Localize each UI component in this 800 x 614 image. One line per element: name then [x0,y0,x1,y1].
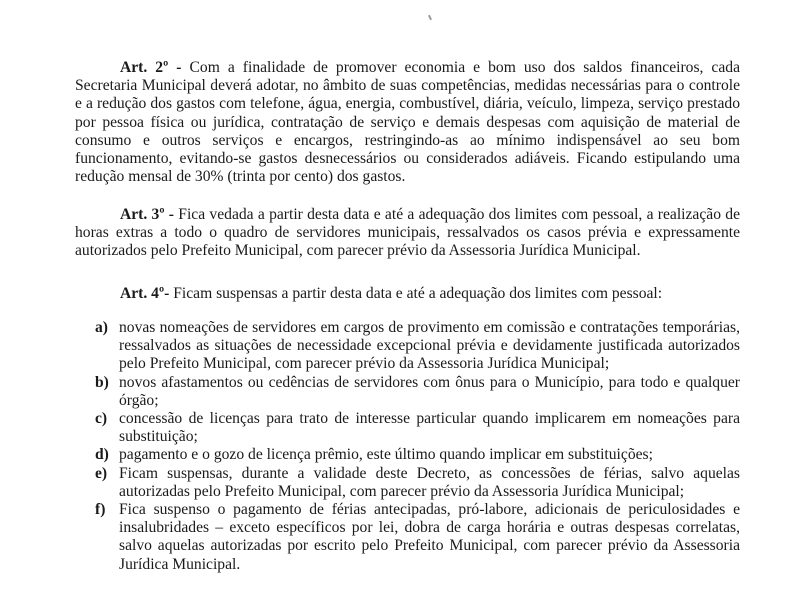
article-4-items [95,319,740,574]
item-text: concessão de licenças para trato de interesse particular quando implicarem em nomeações para substituição; [119,410,740,446]
list-item-c [95,410,740,446]
article-2-paragraph [75,59,740,186]
article-4-text: Ficam suspensas a partir desta data e até a adequação dos limites com pessoal: [173,285,663,302]
article-2-label: Art. 2º - [120,59,182,76]
item-marker: c) [95,410,108,428]
list-item-a [95,319,740,374]
article-3-paragraph [75,206,740,261]
item-text: Fica suspenso o pagamento de férias antecipadas, pró-labore, adicionais de periculosidades e insalubridades – exceto específicos por lei, dobra de carga horária e outras despesas correlatas, salvo aquelas autorizadas por escrito pelo Prefeito Municipal, com parecer prévio da Assessoria Jurídica Municipal. [119,501,740,573]
list-item-d [95,446,740,464]
item-marker: e) [95,464,108,482]
item-marker: a) [95,319,108,336]
item-marker: d) [95,446,109,464]
list-item-e [95,465,740,501]
article-4-label: Art. 4º- [120,285,170,302]
list-item-f [95,501,740,574]
item-marker: b) [95,373,109,391]
item-text: Ficam suspensas, durante a validade deste Decreto, as concessões de férias, salvo aquelas autorizadas pelo Prefeito Municipal, com parecer prévio da Assessoria Jurídica Municipal; [119,464,740,500]
item-text: novas nomeações de servidores em cargos de provimento em comissão e contratações temporárias, ressalvados as situações de necessidade excepcional prévia e devidamente justificada autorizados pelo Prefeito Municipal, com parecer prévio da Assessoria Jurídica Municipal; [119,319,740,373]
article-2-text: Com a finalidade de promover economia e bom uso dos saldos financeiros, cada Secretaria Municipal deverá adotar, no âmbito de suas competências, medidas necessárias para o controle e a redução dos gastos com telefone, água, energia, combustível, diária, veículo, limpeza, serviço prestado por pessoa física ou jurídica, contratação de serviço e demais despesas com aquisição de material de consumo e outros serviços e encargos, restringindo-as ao mínimo indispensável ao seu bom funcionamento, evitando-se gastos desnecessários ou considerados adiáveis. Ficando estipulando uma redução mensal de 30% (trinta por cento) dos gastos. [75,59,740,186]
article-3 [75,206,740,261]
article-4 [75,285,740,303]
article-2 [75,59,740,186]
article-3-label: Art. 3º - [120,206,174,223]
item-text: pagamento e o gozo de licença prêmio, este último quando implicar em substituições; [119,446,653,464]
list-item-b [95,374,740,410]
item-marker: f) [95,501,106,519]
scan-speck [428,15,432,20]
item-text: novos afastamentos ou cedências de servidores com ônus para o Município, para todo e qualquer órgão; [119,373,740,409]
article-3-text: Fica vedada a partir desta data e até a adequação dos limites com pessoal, a realização de horas extras a todo o quadro de servidores municipais, ressalvados os casos prévia e expressamente autorizados pelo Prefeito Municipal, com parecer prévio da Assessoria Jurídica Municipal. [75,206,740,260]
article-4-paragraph [75,285,740,303]
